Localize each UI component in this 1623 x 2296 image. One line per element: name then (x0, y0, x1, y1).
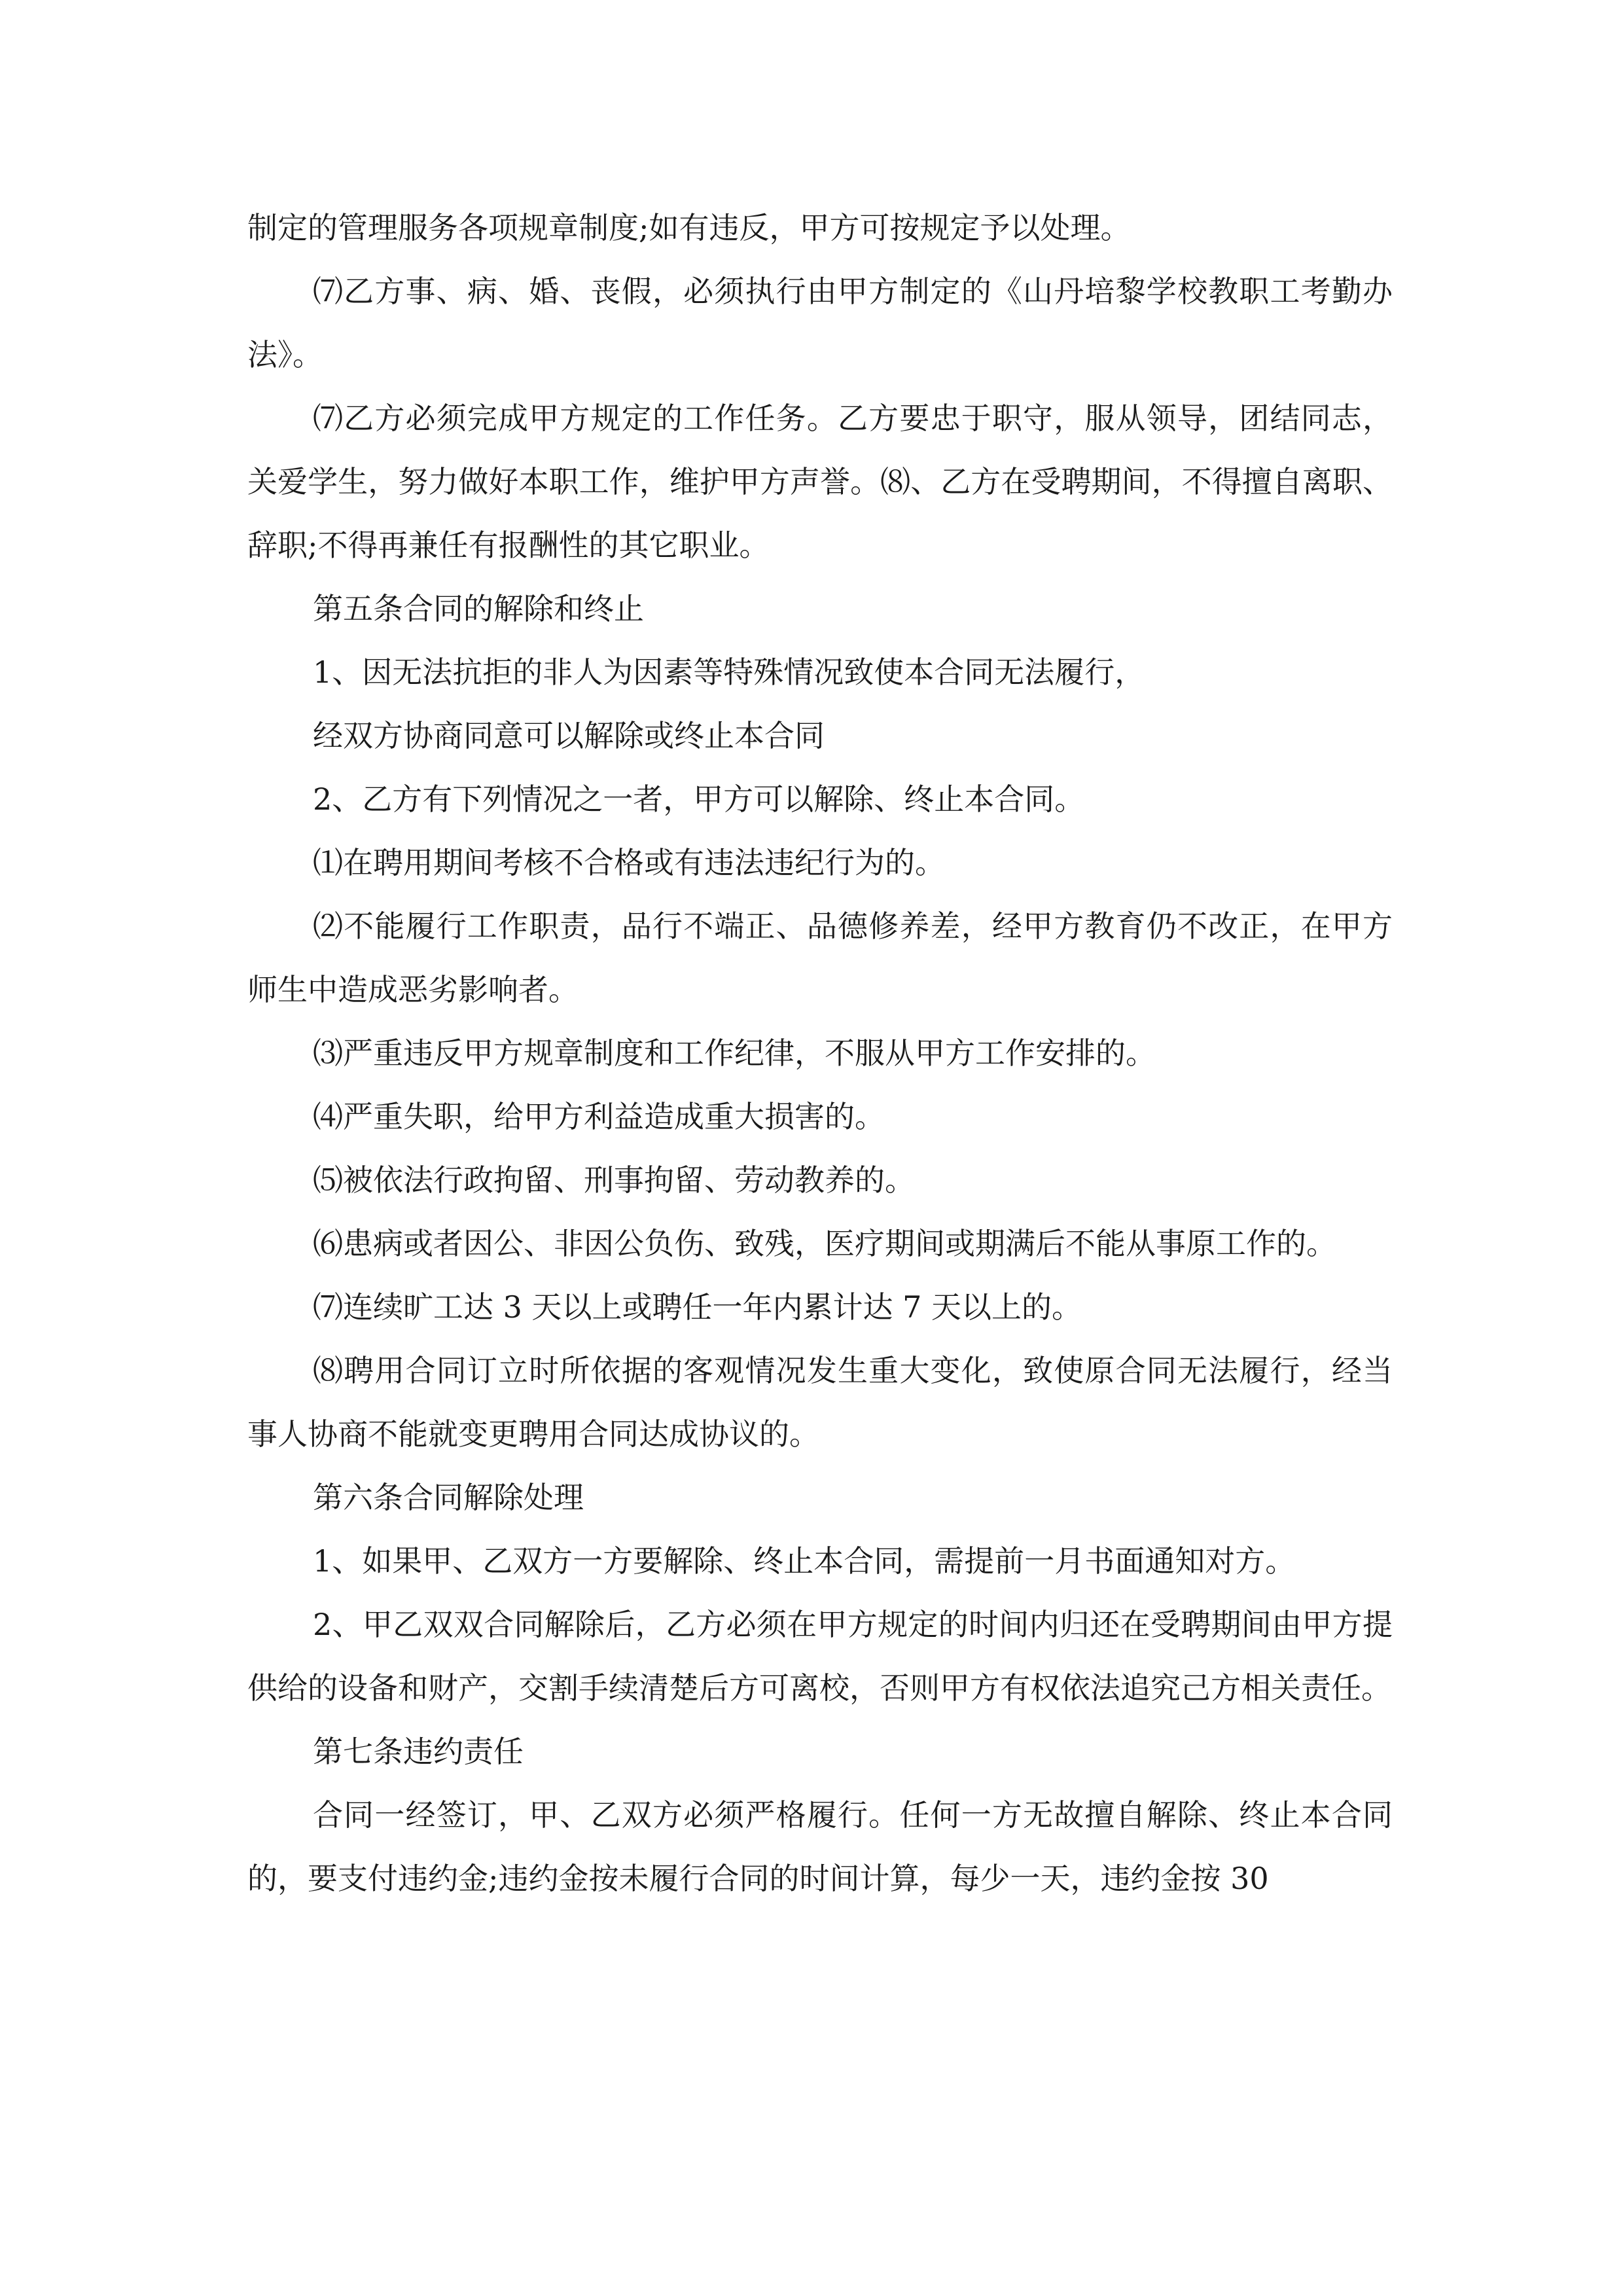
list-item-1: ⑴在聘用期间考核不合格或有违法违纪行为的。 (313, 845, 945, 880)
section-heading-article-6: 第六条合同解除处理 (313, 1480, 584, 1515)
paragraph-leave-rules: ⑺乙方事、病、婚、丧假，必须执行由甲方制定的《山丹培黎学校教职工考勤办法》。 (247, 274, 1393, 372)
paragraph-item-1-cont: 经双方协商同意可以解除或终止本合同 (313, 718, 825, 753)
paragraph-termination-notice: 1、如果甲、乙双方一方要解除、终止本合同，需提前一月书面通知对方。 (313, 1543, 1296, 1579)
paragraph-item-2: 2、乙方有下列情况之一者，甲方可以解除、终止本合同。 (313, 781, 1085, 817)
list-item-8: ⑻聘用合同订立时所依据的客观情况发生重大变化，致使原合同无法履行，经当事人协商不能就变更聘用合同达成协议的。 (247, 1353, 1393, 1452)
list-item-6: ⑹患病或者因公、非因公负伤、致残，医疗期间或期满后不能从事原工作的。 (313, 1226, 1336, 1261)
paragraph-continuation: 制定的管理服务各项规章制度;如有违反，甲方可按规定予以处理。 (247, 210, 1131, 245)
paragraph-return-property: 2、甲乙双双合同解除后，乙方必须在甲方规定的时间内归还在受聘期间由甲方提供给的设备和财产，交割手续清楚后方可离校，否则甲方有权依法追究己方相关责任。 (247, 1607, 1393, 1706)
section-heading-article-5: 第五条合同的解除和终止 (313, 591, 644, 626)
paragraph-work-duties: ⑺乙方必须完成甲方规定的工作任务。乙方要忠于职守，服从领导，团结同志，关爱学生，努力做好本职工作，维护甲方声誉。⑻、乙方在受聘期间，不得擅自离职、辞职;不得再兼任有报酬性的其它职业。 (247, 401, 1393, 563)
list-item-2: ⑵不能履行工作职责，品行不端正、品德修养差，经甲方教育仍不改正，在甲方师生中造成恶劣影响者。 (247, 908, 1393, 1007)
document-body (247, 196, 1393, 1910)
list-item-7: ⑺连续旷工达 3 天以上或聘任一年内累计达 7 天以上的。 (313, 1289, 1082, 1325)
list-item-5: ⑸被依法行政拘留、刑事拘留、劳动教养的。 (313, 1162, 915, 1198)
paragraph-item-1: 1、因无法抗拒的非人为因素等特殊情况致使本合同无法履行， (313, 655, 1145, 690)
list-item-3: ⑶严重违反甲方规章制度和工作纪律，不服从甲方工作安排的。 (313, 1035, 1156, 1071)
list-item-4: ⑷严重失职，给甲方利益造成重大损害的。 (313, 1099, 885, 1134)
section-heading-article-7: 第七条违约责任 (313, 1734, 524, 1769)
paragraph-breach-liability: 合同一经签订，甲、乙双方必须严格履行。任何一方无故擅自解除、终止本合同的，要支付违约金;违约金按未履行合同的时间计算，每少一天，违约金按 30 (247, 1797, 1393, 1896)
